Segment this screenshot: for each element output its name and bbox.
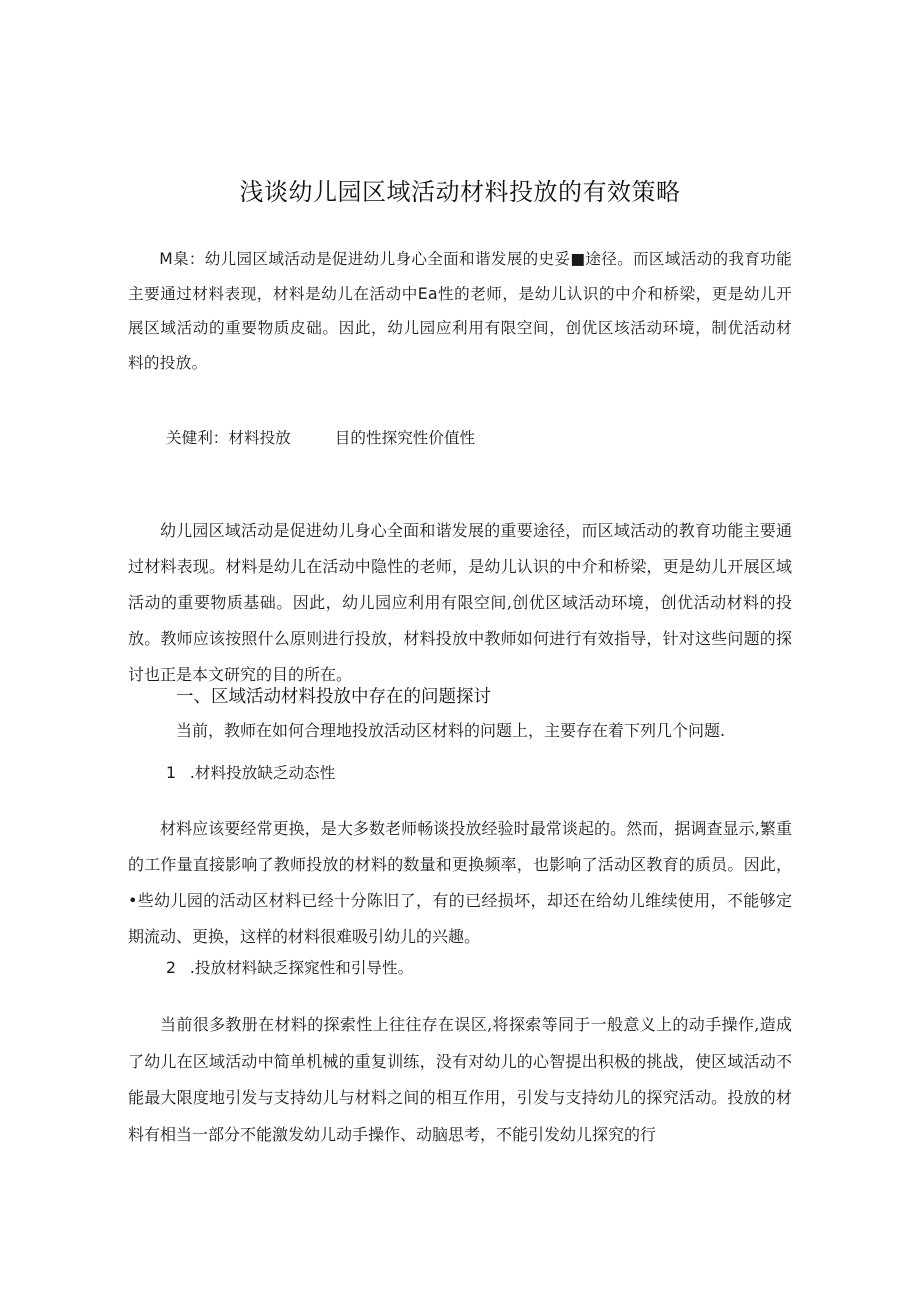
subheading-1-number: 1	[166, 764, 176, 782]
keywords-label: 关健利：	[166, 429, 229, 447]
intro-paragraph: 幼儿园区域活动是促进幼儿身心全面和谐发展的重要途径，而区域活动的教育功能主要通过材料表现。材料是幼儿在活动中隐性的老师，是幼儿认识的中介和桥梁，更是幼儿开展区域活动的重要物质基础。因此，幼儿园应利用有限空间,创优区域活动环境，创优活动材料的投放。教师应该按照什么原则进行投放，材料投放中教师如何进行有效指导，针对这些问题的探讨也正是本文研究的目的所在。	[128, 521, 792, 684]
section-lead-text: 当前，教师在如何合理地投放活动区材料的问题上，主要存在着下列几个问题.	[176, 721, 726, 740]
paragraph-1-block	[128, 811, 792, 955]
keywords-line	[166, 424, 475, 452]
section-heading: 一、区域活动材料投放中存在的问题探讨	[176, 687, 491, 707]
subheading-1-text: .材料投放缺乏动态性	[189, 764, 336, 782]
subheading-2	[166, 954, 413, 982]
keyword-primary: 材料投放	[228, 429, 291, 447]
keyword-rest: 目的性探究性价值性	[334, 429, 476, 447]
paragraph-2: 当前很多教册在材料的探索性上往往存在误区,将探索等同于一般意义上的动手操作,造成了幼儿在区域活动中简单机械的重复训练，没有对幼儿的心智提出积极的挑战，使区域活动不能最大限度地引发与支持幼儿与材料之间的相互作用，引发与支持幼儿的探究活动。投放的材料有相当一部分不能激发幼儿动手操作、动脑思考，不能引发幼儿探究的行	[128, 1015, 792, 1144]
document-title: 浅谈幼儿园区域活动材料投放的有效策略	[239, 178, 681, 206]
subheading-2-text: .投放材料缺乏探窕性和引导性。	[189, 959, 414, 977]
subheading-1	[166, 759, 335, 787]
paragraph-1: 材料应该要经常更换，是大多数老师畅谈投放经验时最常谈起的。然而，据调查显示,繁重的工作量直接影响了教师投放的材料的数量和更换频率，也影响了活动区教育的质员。因此，•些幼儿园的活动区材料已经十分陈旧了，有的已经损坏，却还在给幼儿维续使用，不能够定期流动、更换，这样的材料很难吸引幼儿的兴趣。	[128, 819, 792, 946]
paragraph-2-block	[128, 1007, 792, 1153]
abstract-block	[128, 242, 792, 380]
abstract-paragraph: M臬：幼儿园区域活动是促进幼儿身心全面和谐发展的史妥■途径。而区域活动的我育功能主要通过材料表现，材料是幼儿在活动中Ea性的老师，是幼儿认识的中介和桥梁，更是幼儿开展区域活动的重要物质皮础。因此，幼儿园应利用有限空间，创优区垓活动环境，制优活动材料的投放。	[128, 250, 792, 372]
intro-block	[128, 513, 792, 693]
subheading-2-number: 2	[166, 959, 176, 977]
